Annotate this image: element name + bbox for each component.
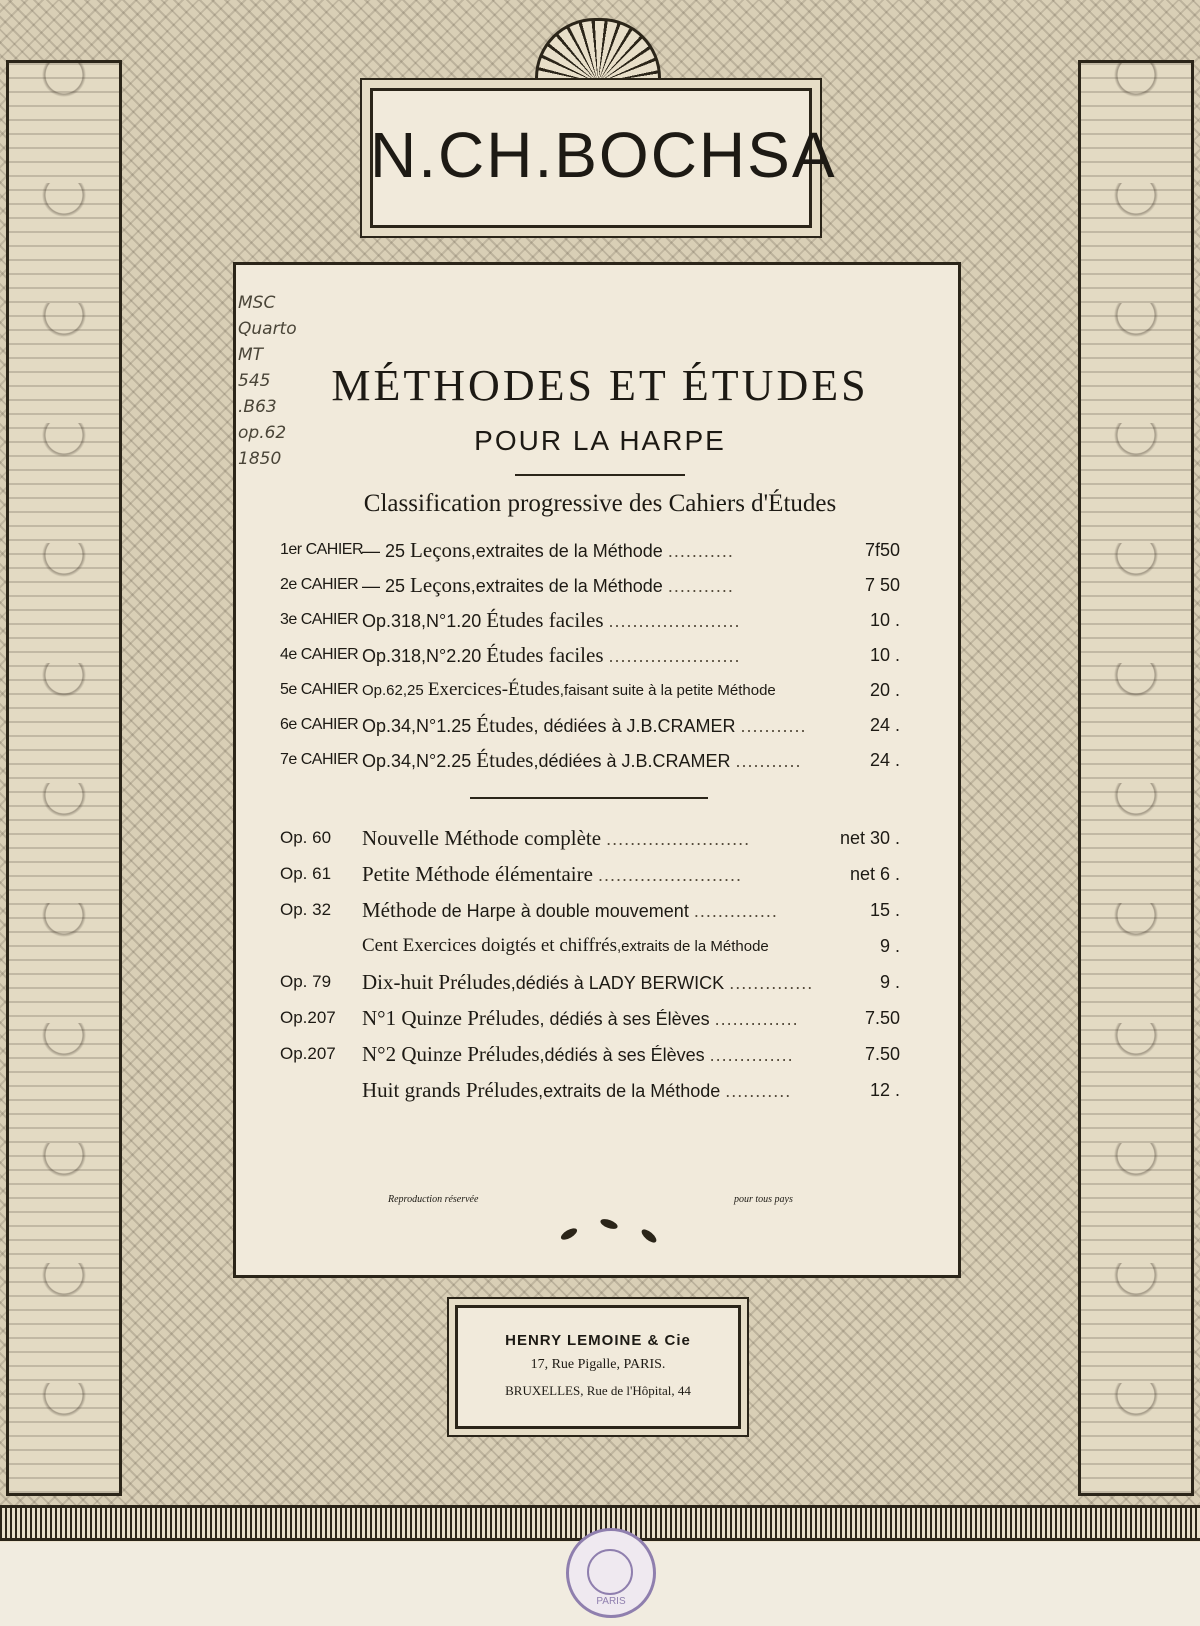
work-title: Méthode: [362, 898, 437, 922]
cahier-title: Leçons: [410, 538, 471, 562]
list-item: [280, 640, 900, 670]
opus-number: Op. 79: [280, 972, 332, 991]
cahier-title: Études: [476, 748, 534, 772]
cahier-number: Op.62,25: [362, 682, 424, 699]
publisher-address: 17, Rue Pigalle, PARIS.: [530, 1357, 666, 1372]
work-detail: , dédiés à ses Élèves: [539, 1009, 710, 1029]
cahier-price: 10 .: [869, 610, 900, 630]
work-title: N°2 Quinze Préludes: [362, 1042, 540, 1066]
list-item: [280, 1039, 900, 1069]
work-price: 9 .: [879, 936, 900, 956]
work-price: 12 .: [869, 1080, 900, 1100]
cahier-detail: , dédiées à J.B.CRAMER: [533, 716, 736, 736]
right-ornament-panel: [1078, 60, 1194, 1496]
list-item: [280, 931, 900, 961]
list-item: [280, 675, 900, 705]
handwritten-line: .B63: [238, 397, 277, 417]
cahier-detail: ,dédiées à J.B.CRAMER: [533, 751, 731, 771]
work-price: 7.50: [864, 1008, 900, 1028]
handwritten-line: MSC: [238, 293, 276, 313]
left-ornament-panel: [6, 60, 122, 1496]
work-description: Dix-huit Préludes,dédiés à LADY BERWICK ..............: [362, 970, 814, 994]
list-item: [280, 745, 900, 775]
work-detail: de Harpe à double mouvement: [436, 901, 689, 921]
list-item: [280, 605, 900, 635]
handwritten-line: op.62: [238, 423, 287, 443]
library-stamp: [566, 1528, 656, 1618]
stamp-emblem-icon: [587, 1549, 633, 1595]
work-title: Cent Exercices doigtés et chiffrés: [362, 935, 617, 956]
work-description: N°1 Quinze Préludes, dédiés à ses Élèves ..............: [362, 1006, 799, 1030]
cahier-number: Op.318,N°1.20: [362, 611, 482, 631]
rights-note: pour tous pays: [734, 1194, 793, 1205]
work-description: [362, 931, 769, 962]
cahier-label: 2e CAHIER: [280, 576, 359, 593]
work-title: N°1 Quinze Préludes: [362, 1006, 540, 1030]
list-item: [280, 535, 900, 565]
cahier-title: Études faciles: [486, 643, 604, 667]
work-title: Huit grands Préludes: [362, 1078, 539, 1102]
work-title: Dix-huit Préludes: [362, 970, 511, 994]
handwritten-call-number: [238, 290, 308, 472]
cahier-price: 24 .: [869, 750, 900, 770]
cahier-number: Op.34,N°2.25: [362, 751, 472, 771]
divider: [470, 797, 708, 799]
cahier-price: 7f50: [864, 540, 900, 560]
publisher-branch: BRUXELLES, Rue de l'Hôpital, 44: [505, 1383, 691, 1398]
cahier-label: 4e CAHIER: [280, 646, 359, 663]
list-item: [280, 1003, 900, 1033]
handwritten-line: Quarto: [238, 319, 297, 339]
work-description: Huit grands Préludes,extraits de la Méthode ...........: [362, 1078, 792, 1102]
handwritten-line: MT: [238, 345, 264, 365]
cahier-number: — 25: [362, 576, 406, 596]
cahier-label: 5e CAHIER: [280, 681, 359, 698]
opus-number: Op. 61: [280, 864, 332, 883]
cahier-number: Op.34,N°1.25: [362, 716, 472, 736]
list-item: [280, 1075, 900, 1105]
work-description: N°2 Quinze Préludes,dédiés à ses Élèves ..............: [362, 1042, 794, 1066]
composer-name: N.CH.BOCHSA: [370, 119, 837, 191]
work-detail: ,extraits de la Méthode: [538, 1081, 721, 1101]
work-title: Petite Méthode élémentaire: [362, 862, 593, 886]
cahier-label: 6e CAHIER: [280, 716, 359, 733]
opus-number: Op. 32: [280, 900, 332, 919]
reproduction-note: Reproduction réservée: [388, 1194, 479, 1205]
stamp-text: PARIS: [596, 1596, 626, 1607]
opus-number: Op.207: [280, 1044, 336, 1063]
list-item: [280, 570, 900, 600]
cahier-title: Études faciles: [486, 608, 604, 632]
list-item: [280, 710, 900, 740]
cahier-title: Exercices-Études: [427, 679, 560, 700]
work-description: Nouvelle Méthode complète ........................: [362, 826, 751, 850]
work-title: Nouvelle Méthode complète: [362, 826, 602, 850]
work-price: net 6 .: [849, 864, 900, 884]
cahier-price: 20 .: [869, 680, 900, 700]
cahier-label: 3e CAHIER: [280, 611, 359, 628]
publisher-cartouche: [455, 1305, 741, 1429]
cahier-price: 10 .: [869, 645, 900, 665]
cahier-title: Études: [476, 713, 534, 737]
cahier-description: — 25 Leçons,extraites de la Méthode ...........: [362, 573, 734, 597]
cahier-detail: ,faisant suite à la petite Méthode: [559, 682, 776, 699]
cahier-description: Op.34,N°1.25 Études, dédiées à J.B.CRAMER ...........: [362, 713, 807, 737]
cahier-label: 7e CAHIER: [280, 751, 359, 768]
cahier-title: Leçons: [410, 573, 471, 597]
handwritten-line: 1850: [238, 449, 282, 469]
work-detail: ,dédiés à ses Élèves: [539, 1045, 705, 1065]
cahier-price: 7 50: [864, 575, 900, 595]
publisher-name: HENRY LEMOINE & Cie: [505, 1332, 691, 1349]
work-price: net 30 .: [839, 828, 900, 848]
cahier-description: — 25 Leçons,extraites de la Méthode ...........: [362, 538, 734, 562]
handwritten-line: 545: [238, 371, 271, 391]
cahier-detail: ,extraites de la Méthode: [470, 576, 663, 596]
cahier-label: 1er CAHIER: [280, 541, 364, 558]
work-description: Méthode de Harpe à double mouvement ..............: [362, 898, 778, 922]
work-description: Petite Méthode élémentaire ........................: [362, 862, 742, 886]
list-item: [280, 859, 900, 889]
page-subtitle: POUR LA HARPE: [474, 425, 726, 456]
work-price: 15 .: [869, 900, 900, 920]
cahier-detail: ,extraites de la Méthode: [470, 541, 663, 561]
cahier-description: [362, 675, 776, 706]
work-price: 7.50: [864, 1044, 900, 1064]
cahier-number: — 25: [362, 541, 406, 561]
work-detail: ,extraits de la Méthode: [617, 938, 769, 955]
opus-number: Op.207: [280, 1008, 336, 1027]
cahier-description: Op.34,N°2.25 Études,dédiées à J.B.CRAMER ...........: [362, 748, 802, 772]
cahier-description: Op.318,N°1.20 Études faciles ......................: [362, 608, 741, 632]
cahier-number: Op.318,N°2.20: [362, 646, 482, 666]
cahier-price: 24 .: [869, 715, 900, 735]
work-price: 9 .: [879, 972, 900, 992]
list-item: [280, 967, 900, 997]
opus-number: Op. 60: [280, 828, 332, 847]
cahier-description: Op.318,N°2.20 Études faciles ......................: [362, 643, 741, 667]
divider: [515, 474, 685, 476]
work-detail: ,dédiés à LADY BERWICK: [510, 973, 725, 993]
classification-heading: Classification progressive des Cahiers d'Études: [363, 490, 837, 517]
list-item: [280, 823, 900, 853]
list-item: [280, 895, 900, 925]
page-title: MÉTHODES ET ÉTUDES: [331, 361, 869, 410]
